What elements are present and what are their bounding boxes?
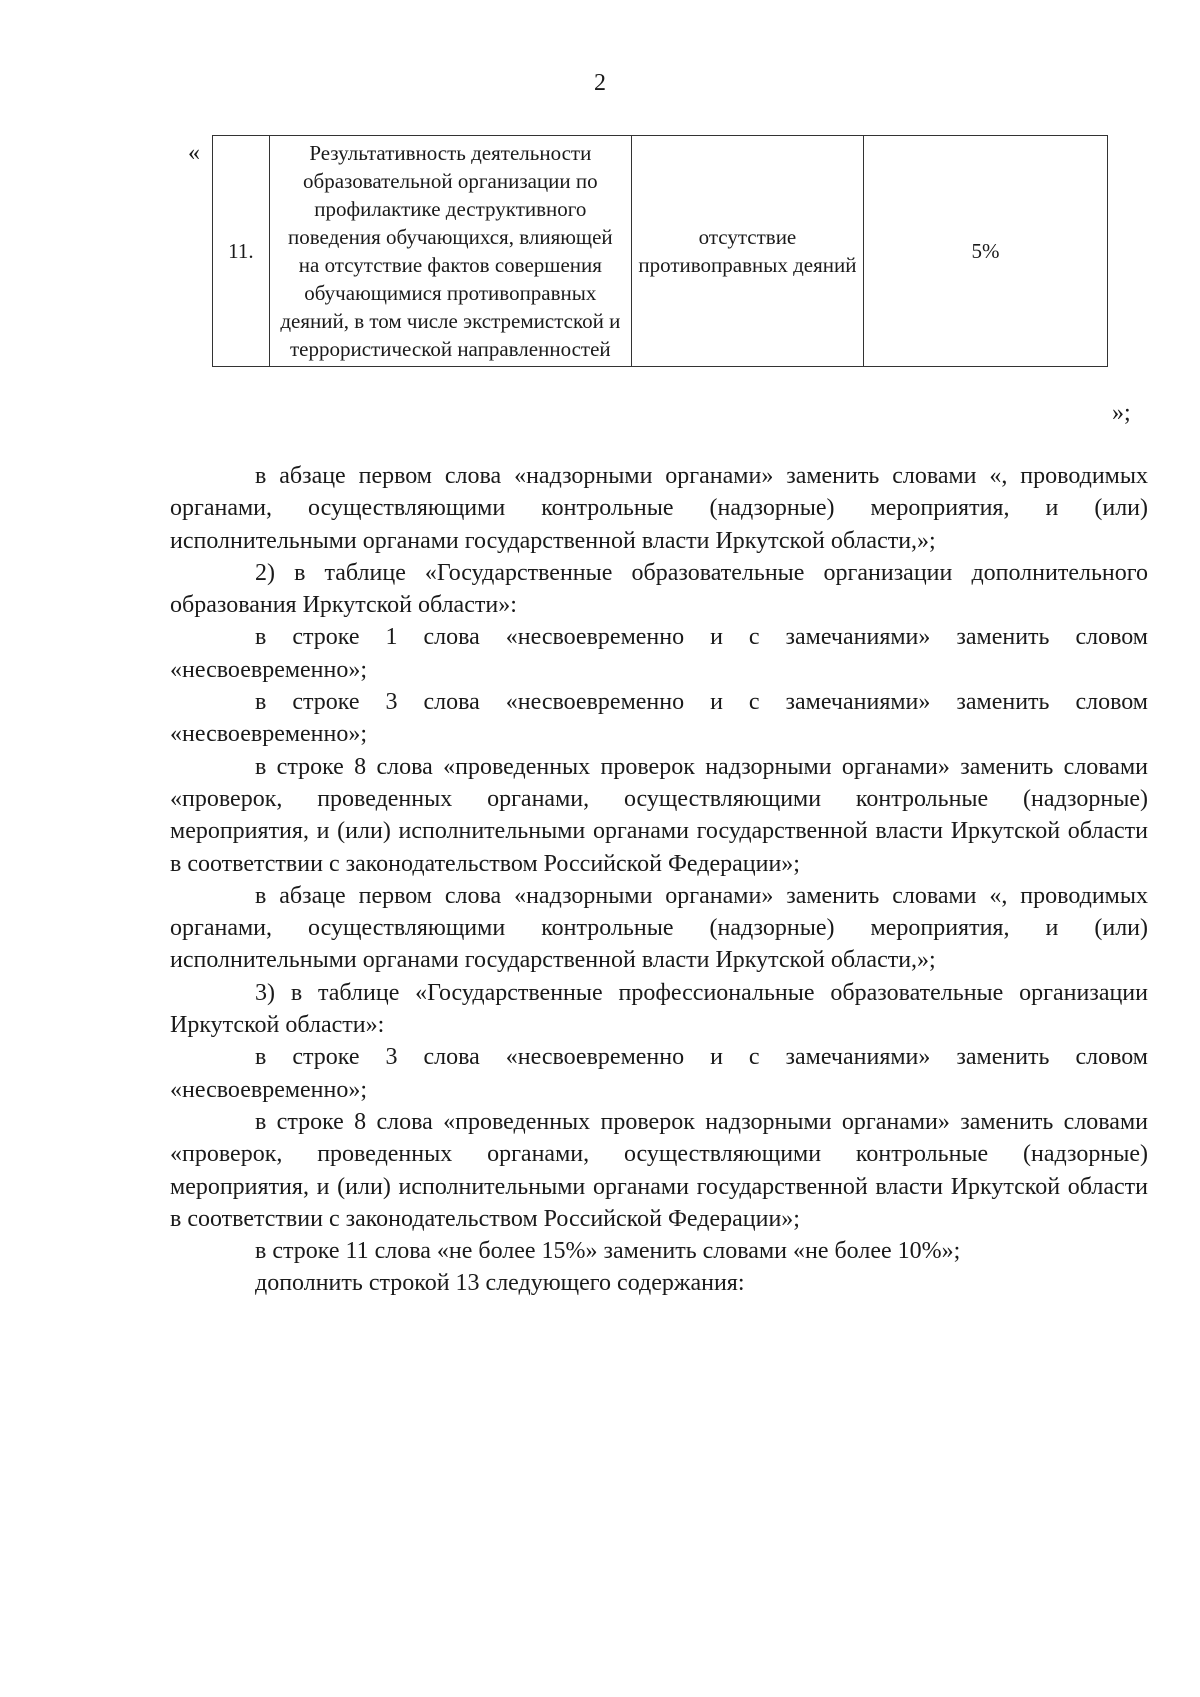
paragraph: 2) в таблице «Государственные образовательные организации дополнительного образования Иркутской области»:	[170, 559, 1148, 619]
criterion-cell: отсутствие противоправных деяний	[631, 136, 863, 367]
paragraph: 3) в таблице «Государственные профессиональные образовательные организации Иркутской области»:	[170, 979, 1148, 1039]
closing-quote: »;	[1112, 400, 1131, 426]
paragraph: в строке 11 слова «не более 15%» заменить словами «не более 10%»;	[255, 1238, 961, 1265]
indicator-cell: Результативность деятельности образовательной организации по профилактике деструктивного поведения обучающихся, влияющей на отсутствие фактов совершения обучающимися противоправных деяний, в том числе экстремистской и террористической направленностей	[269, 136, 631, 367]
document-body	[170, 460, 1148, 1300]
paragraph: в строке 3 слова «несвоевременно и с замечаниями» заменить словом «несвоевременно»;	[170, 1044, 1148, 1103]
paragraph: в строке 8 слова «проведенных проверок надзорными органами» заменить словами «проверок, проведенных органами, осуществляющими контрольные (надзорные) мероприятия, и (или) исполнительными органами государственной власти Иркутской области в соответствии с законодательством Российской Федерации»;	[170, 753, 1148, 877]
paragraph: в строке 1 слова «несвоевременно и с замечаниями» заменить словом «несвоевременно»;	[170, 624, 1148, 683]
row-number-cell: 11.	[213, 136, 270, 367]
paragraph: в абзаце первом слова «надзорными органами» заменить словами «, проводимых органами, осуществляющими контрольные (надзорные) мероприятия, и (или) исполнительными органами государственной власти Иркутской области,»;	[170, 882, 1148, 974]
paragraph: дополнить строкой 13 следующего содержания:	[255, 1270, 745, 1297]
amendment-table	[212, 135, 1108, 367]
table-row	[213, 136, 1108, 367]
opening-quote: «	[188, 140, 200, 166]
paragraph: в абзаце первом слова «надзорными органами» заменить словами «, проводимых органами, осуществляющими контрольные (надзорные) мероприятия, и (или) исполнительными органами государственной власти Иркутской области,»;	[170, 463, 1148, 554]
weight-cell: 5%	[863, 136, 1107, 367]
paragraph: в строке 8 слова «проведенных проверок надзорными органами» заменить словами «проверок, проведенных органами, осуществляющими контрольные (надзорные) мероприятия, и (или) исполнительными органами государственной власти Иркутской области в соответствии с законодательством Российской Федерации»;	[170, 1108, 1148, 1232]
page-number: 2	[594, 70, 606, 96]
paragraph: в строке 3 слова «несвоевременно и с замечаниями» заменить словом «несвоевременно»;	[170, 689, 1148, 748]
